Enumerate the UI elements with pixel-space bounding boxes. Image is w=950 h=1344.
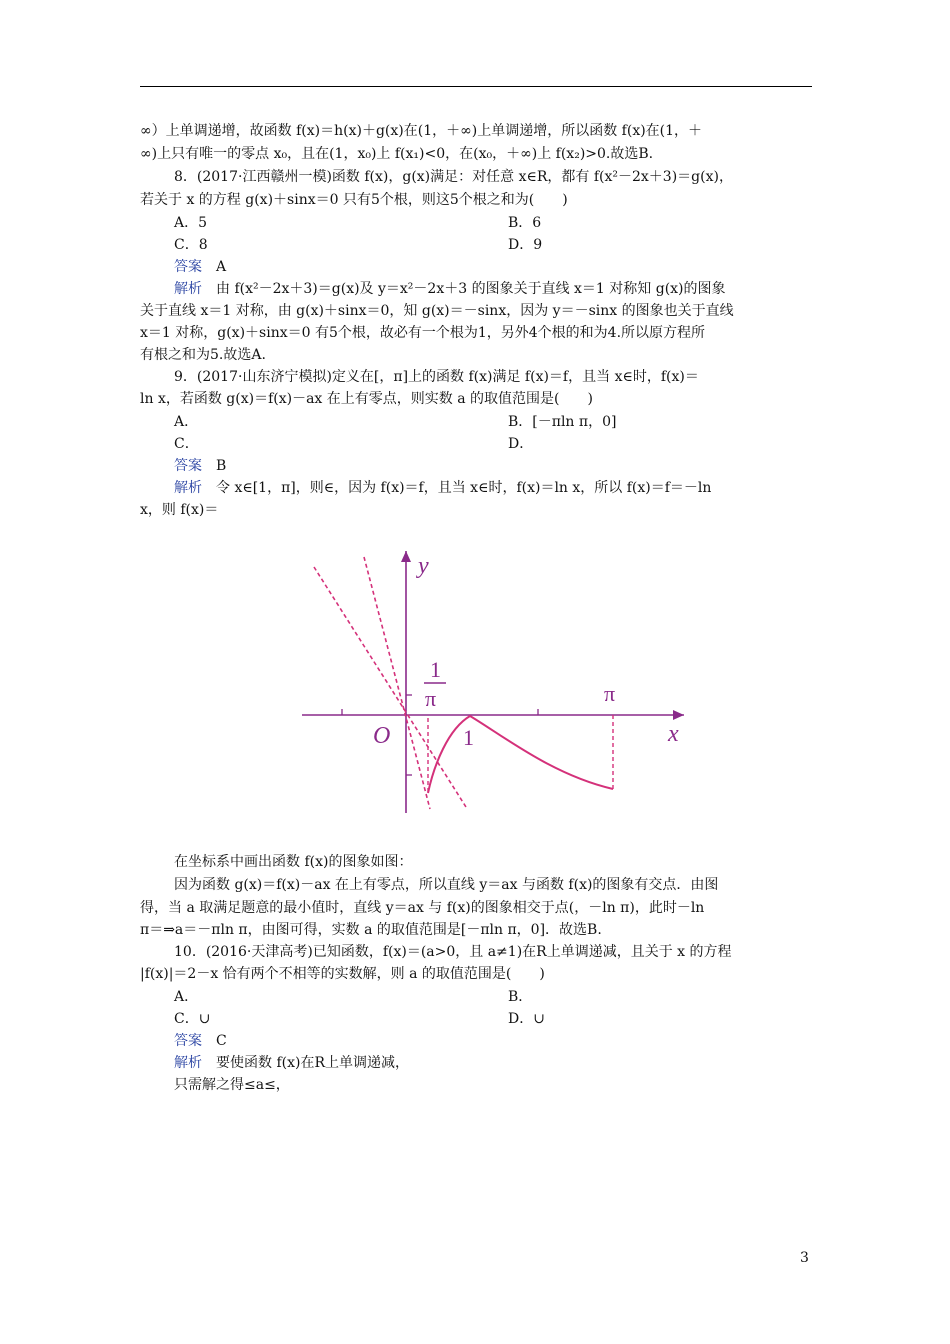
answer-label: 答案 (174, 1033, 202, 1049)
question-10: 10．(2016·天津高考)已知函数，f(x)＝(a>0，且 a≠1)在R上单调递减，且关于 x 的方程 (174, 944, 732, 960)
option-c: C．8 (174, 237, 208, 253)
answer-value: A (216, 259, 227, 275)
analysis-label: 解析 (174, 281, 202, 297)
text-line: π＝⇒a＝－πln π，由图可得，实数 a 的取值范围是[－πln π，0]．故选B. (140, 922, 602, 938)
text-line: 若关于 x 的方程 g(x)＋sinx＝0 只有5个根，则这5个根之和为( ) (140, 192, 568, 208)
answer-value: B (216, 458, 227, 474)
fraction-numerator: 1 (430, 657, 441, 682)
option-c: C．∪ (174, 1011, 211, 1027)
text-line: 有根之和为5.故选A. (140, 347, 266, 363)
origin-label: O (373, 723, 391, 749)
option-d: D．∪ (508, 1011, 545, 1027)
option-a: A． (174, 414, 199, 430)
option-b: B．6 (508, 215, 542, 231)
analysis-row (174, 478, 814, 498)
option-d: D． (508, 436, 534, 452)
y-axis-label: y (418, 553, 429, 579)
answer-row (174, 257, 814, 277)
text-line: ∞）上单调递增，故函数 f(x)＝h(x)＋g(x)在(1，＋∞)上单调递增，所以函数 f(x)在(1，＋ (140, 123, 703, 139)
question-9: 9．(2017·山东济宁模拟)定义在[，π]上的函数 f(x)满足 f(x)＝f，且当 x∈时，f(x)＝ (174, 369, 699, 385)
text-line: 得，当 a 取满足题意的最小值时，直线 y＝ax 与 f(x)的图象相交于点(，－ln π)，此时－ln (140, 900, 705, 916)
analysis-row (174, 1053, 814, 1073)
answer-label: 答案 (174, 458, 202, 474)
text-line: 只需解之得≤a≤， (174, 1077, 290, 1093)
x-axis-label: x (668, 721, 679, 747)
text-line: 因为函数 g(x)＝f(x)－ax 在上有零点，所以直线 y＝ax 与函数 f(x)的图象有交点．由图 (174, 877, 719, 893)
tick-label-pi: π (604, 681, 616, 706)
option-c: C． (174, 436, 199, 452)
answer-row (174, 456, 814, 476)
option-b: B． (508, 989, 533, 1005)
text-line: x＝1 对称，g(x)＋sinx＝0 有5个根，故必有一个根为1，另外4个根的和为4.所以原方程所 (140, 325, 706, 341)
option-b: B．[－πln π，0] (508, 414, 617, 430)
option-d: D．9 (508, 237, 543, 253)
analysis-label: 解析 (174, 1055, 202, 1071)
header-rule (140, 86, 812, 87)
option-a: A．5 (174, 215, 208, 231)
text-line: 在坐标系中画出函数 f(x)的图象如图： (174, 854, 413, 870)
text-line: x，则 f(x)＝ (140, 502, 219, 518)
page-number: 3 (800, 1250, 809, 1266)
analysis-text: 由 f(x²－2x＋3)＝g(x)及 y＝x²－2x＋3 的图象关于直线 x＝1 对称知 g(x)的图象 (216, 281, 726, 297)
analysis-text: 令 x∈[1，π]，则∈，因为 f(x)＝f，且当 x∈时，f(x)＝ln x，所以 f(x)＝f＝－ln (216, 480, 712, 496)
tick-label-one: 1 (463, 725, 474, 750)
analysis-row (174, 279, 814, 299)
analysis-text: 要使函数 f(x)在R上单调递减， (216, 1055, 409, 1071)
text-line: ∞)上只有唯一的零点 x₀，且在(1，x₀)上 f(x₁)<0，在(x₀，＋∞)上 f(x₂)>0.故选B. (140, 146, 654, 162)
answer-value: C (216, 1033, 227, 1049)
function-graph-figure (270, 517, 710, 847)
fraction-denominator: π (425, 686, 437, 711)
text-line: ln x，若函数 g(x)＝f(x)－ax 在上有零点，则实数 a 的取值范围是( ) (140, 391, 593, 407)
option-a: A． (174, 989, 199, 1005)
text-line: 关于直线 x＝1 对称，由 g(x)＋sinx＝0，知 g(x)＝－sinx，因为 y＝－sinx 的图象也关于直线 (140, 303, 734, 319)
answer-label: 答案 (174, 259, 202, 275)
question-8: 8．(2017·江西赣州一模)函数 f(x)，g(x)满足：对任意 x∈R，都有 f(x²－2x＋3)＝g(x)， (174, 169, 733, 185)
answer-row (174, 1031, 814, 1051)
text-line: |f(x)|＝2－x 恰有两个不相等的实数解，则 a 的取值范围是( ) (140, 966, 545, 982)
analysis-label: 解析 (174, 480, 202, 496)
